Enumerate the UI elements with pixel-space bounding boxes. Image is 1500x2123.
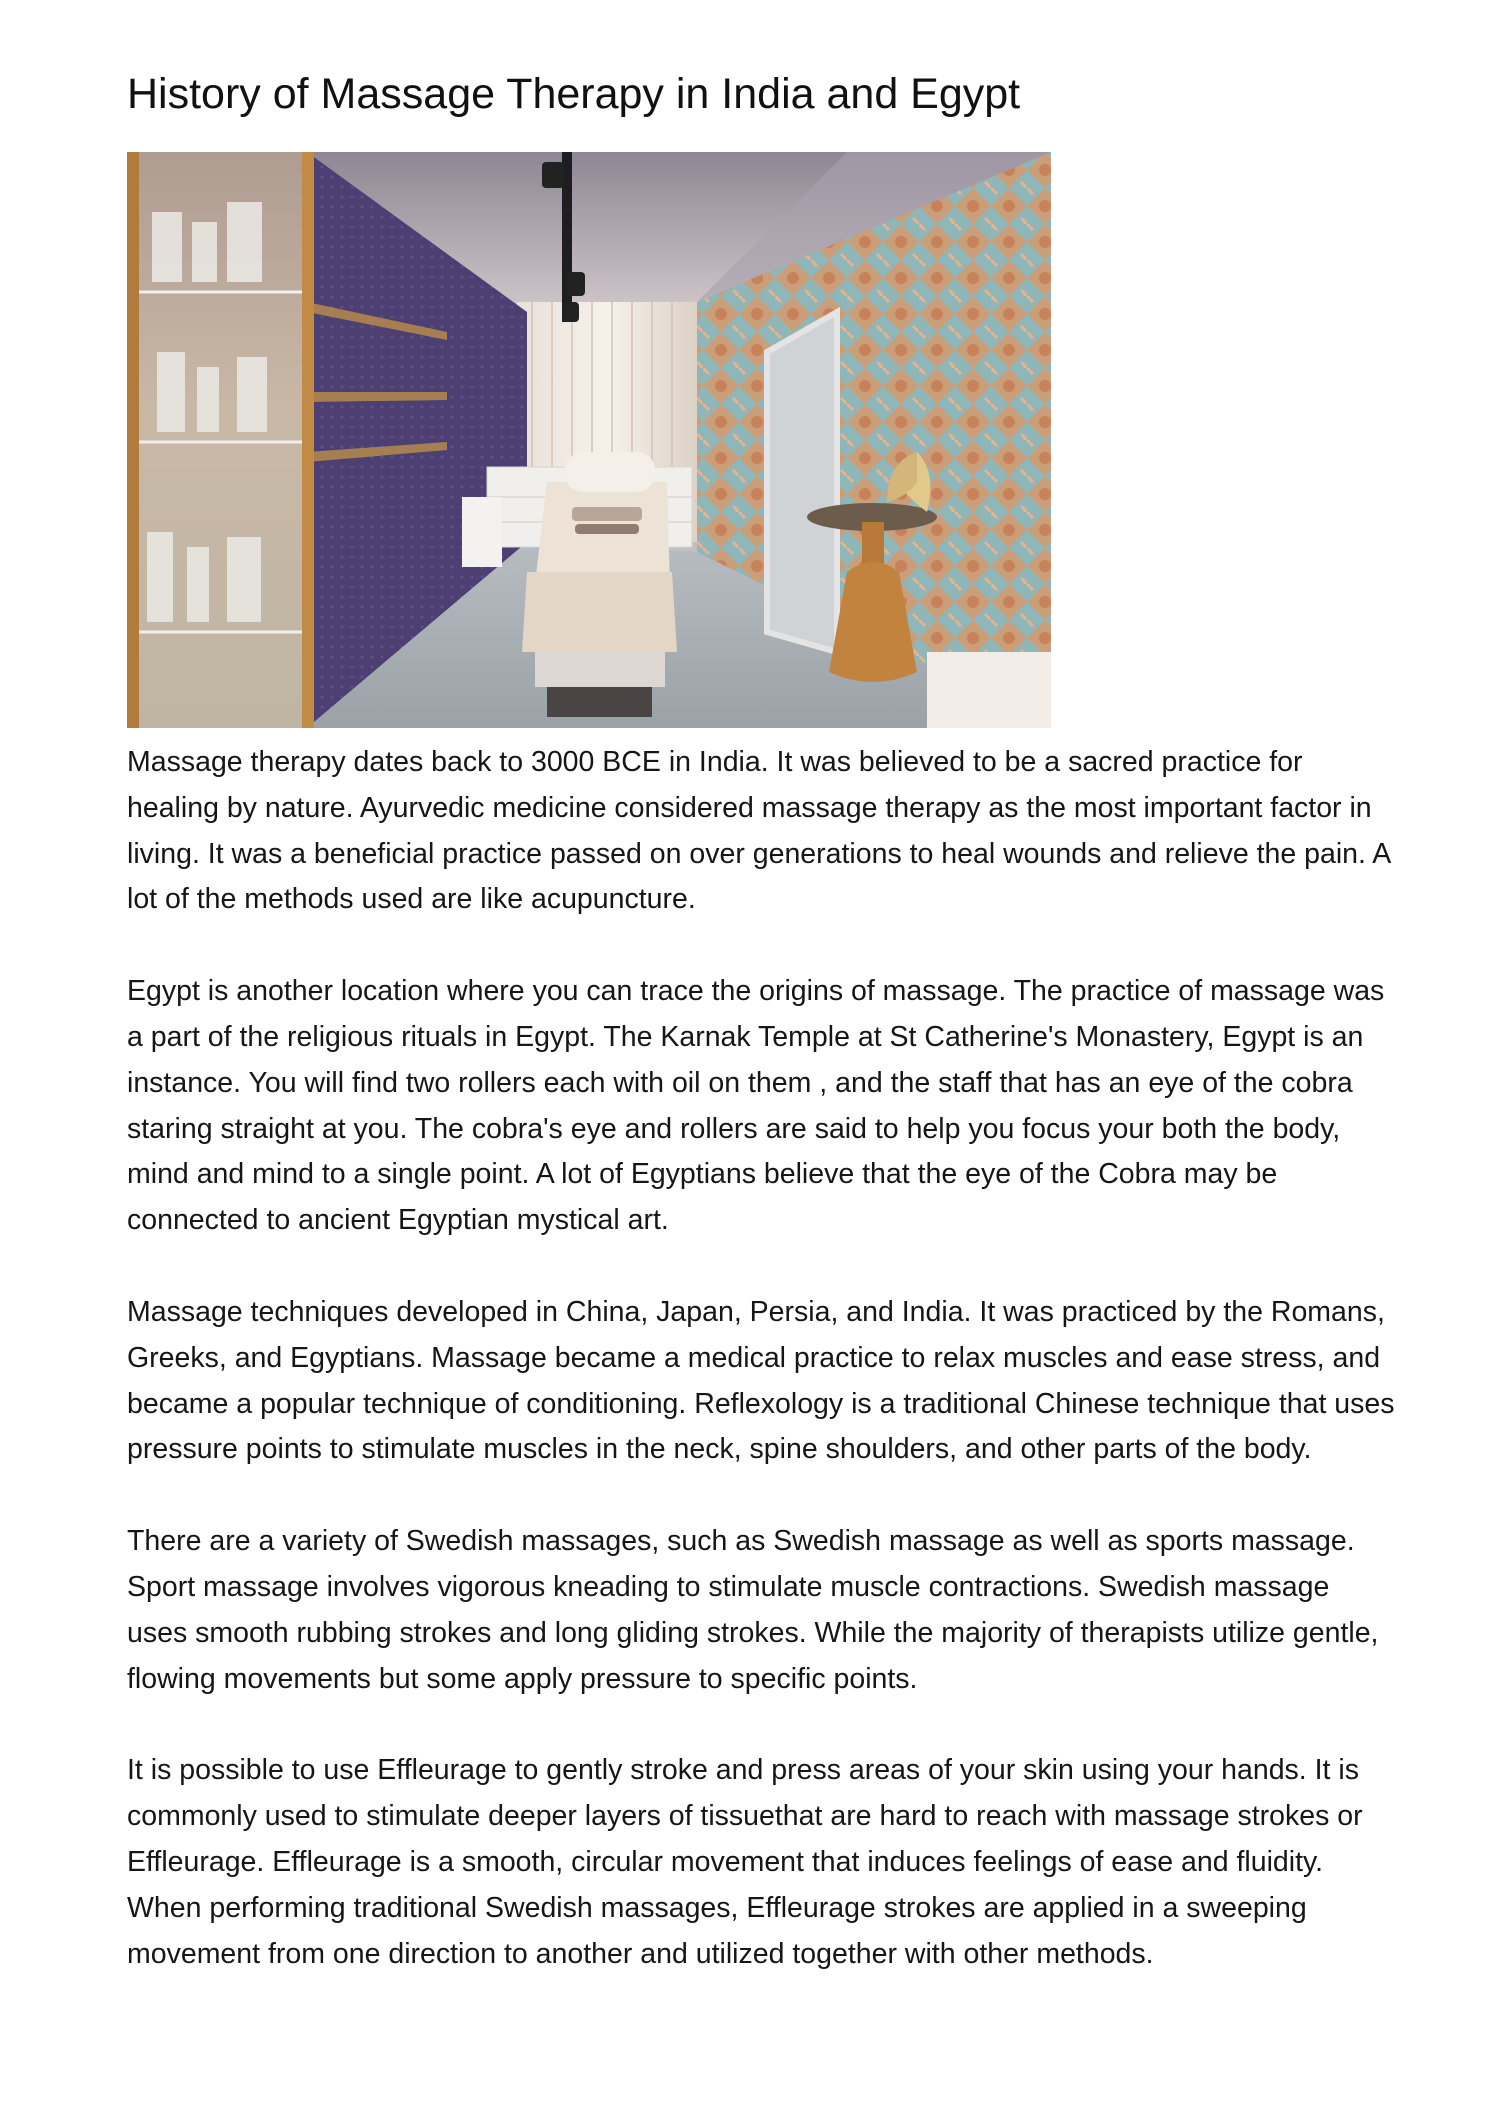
spa-room-photo xyxy=(127,152,1051,728)
article-body xyxy=(127,740,1397,1977)
paragraph: Massage therapy dates back to 3000 BCE in India. It was believed to be a sacred practice for healing by nature. Ayurvedic medicine considered massage therapy as the most important factor in living. It was a beneficial practice passed on over generations to heal wounds and relieve the pain. A lot of the methods used are like acupuncture. xyxy=(127,746,1390,916)
document-page xyxy=(127,0,1397,2023)
paragraph: Egypt is another location where you can trace the origins of massage. The practice of massage was a part of the religious rituals in Egypt. The Karnak Temple at St Catherine's Monastery, Egypt is an instance. You will find two rollers each with oil on them , and the staff that has an eye of the cobra staring straight at you. The cobra's eye and rollers are said to help you focus your both the body, mind and mind to a single point. A lot of Egyptians believe that the eye of the Cobra may be connected to ancient Egyptian mystical art. xyxy=(127,975,1385,1237)
spa-room-photo-icon xyxy=(127,152,1051,728)
paragraph: It is possible to use Effleurage to gently stroke and press areas of your skin using your hands. It is commonly used to stimulate deeper layers of tissuethat are hard to reach with massage strokes or Effleurage. Effleurage is a smooth, circular movement that induces feelings of ease and fluidity. When performing traditional Swedish massages, Effleurage strokes are applied in a sweeping movement from one direction to another and utilized together with other methods. xyxy=(127,1754,1363,1970)
paragraph: There are a variety of Swedish massages, such as Swedish massage as well as sports massage. Sport massage involves vigorous kneading to stimulate muscle contractions. Swedish massage uses smooth rubbing strokes and long gliding strokes. While the majority of therapists utilize gentle, flowing movements but some apply pressure to specific points. xyxy=(127,1525,1379,1695)
page-title: History of Massage Therapy in India and Egypt xyxy=(127,70,1021,118)
paragraph: Massage techniques developed in China, Japan, Persia, and India. It was practiced by the Romans, Greeks, and Egyptians. Massage became a medical practice to relax muscles and ease stress, and became a popular technique of conditioning. Reflexology is a traditional Chinese technique that uses pressure points to stimulate muscles in the neck, spine shoulders, and other parts of the body. xyxy=(127,1295,1395,1466)
